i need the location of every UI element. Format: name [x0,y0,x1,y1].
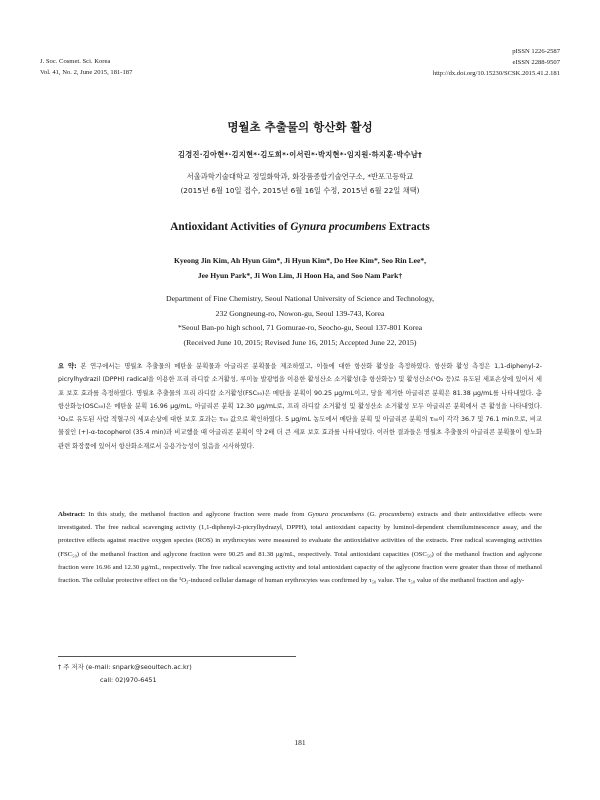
english-abstract-text: In this study, the methanol fraction and aglycone fraction were made from [85,511,308,518]
korean-abstract [58,360,542,453]
english-dates: (Received June 10, 2015; Revised June 16, 2015; Accepted June 22, 2015) [183,337,417,347]
issn-header [433,46,560,79]
english-authors-line: Kyeong Jin Kim, Ah Hyun Gim*, Ji Hyun Kim*, Do Hee Kim*, Seo Rin Lee*, [173,256,427,265]
footnote-email: † 주 저자 (e-mail: snpark@seoultech.ac.kr) [58,663,192,671]
english-abstract [58,508,542,587]
journal-header [40,56,132,78]
doi-link[interactable]: http://dx.doi.org/10.15230/SCSK.2015.41.2.181 [432,70,560,77]
english-affiliation-line: 232 Gongneung-ro, Nowon-gu, Seoul 139-743, Korea [215,308,385,318]
english-abstract-label: Abstract: [58,511,86,518]
korean-dates: (2015년 6월 10일 접수, 2015년 6월 16일 수정, 2015년 6월 22일 채택) [180,186,420,195]
footnote-divider [58,656,296,657]
english-affiliation-line: *Seoul Ban-po high school, 71 Gomurae-ro, Seocho-gu, Seoul 137-801 Korea [177,323,423,332]
english-title-part: Extracts [386,221,430,233]
english-title-species: Gynura procumbens [290,221,387,233]
english-abstract-species: Gynura procumbens [307,511,364,518]
journal-name: J. Soc. Cosmet. Sci. Korea [40,58,111,65]
english-affiliation-line: Department of Fine Chemistry, Seoul National University of Science and Technology, [165,294,435,303]
english-abstract-text: ) extracts and their antioxidative effects were investigated. The free radical scavenging activity (1,1-diphenyl-2-picrylhydrazyl, DPPH), total antioxidant capacity by luminol-dependent chemiluminescence assay, and the protective effects against reactive oxygen species (ROS) in erythrocytes were measured to evaluate the antioxidative activities of the extracts. Free radical scavenging activities (FSC₅₀) of the methanol fraction and aglycone fraction were 90.25 and 81.38 μg/mL, respectively. Total antioxidant capacities (OSC₅₀) of the methanol fraction and aglycone fraction were 16.96 and 12.30 μg/mL, respectively. The free radical scavenging activity and total antioxidant capacity of the aglycone fraction were greater than those of methanol fraction. The cellular protective effect on the ¹O₂-induced cellular damage of human erythrocytes was confirmed by τ₅₀ value. The τ₅₀ value of the methanol fraction and agly- [58,511,542,585]
korean-affiliation [0,170,600,198]
footnote [58,661,192,687]
korean-abstract-label: 요 약: [58,363,77,370]
english-authors-line: Jee Hyun Park*, Ji Won Lim, Ji Hoon Ha, and Soo Nam Park† [197,271,403,280]
english-abstract-text: ( [363,511,370,518]
english-abstract-species: G. procumbens [369,511,412,518]
korean-affiliation-line: 서울과학기술대학교 정밀화학과, 화장품종합기술연구소, *반포고등학교 [186,172,414,181]
english-authors [0,253,600,283]
footnote-phone: call: 02)970-6451 [100,676,157,684]
english-title [0,221,600,233]
journal-volume: Vol. 41, No. 2, June 2015, 181-187 [40,69,133,76]
english-affiliation [0,292,600,350]
korean-authors: 김경진·김아현*·김지현*·김도희*·이서린*·박지현*·임지원·하지훈·박수남† [178,150,422,159]
eissn: eISSN 2288-9507 [512,59,560,66]
korean-title: 명월초 추출물의 항산화 활성 [227,120,373,134]
english-title-part: Antioxidant Activities of [170,221,291,233]
page-number: 181 [294,738,306,747]
korean-abstract-text: 본 연구에서는 명월초 추출물의 메탄올 분획물과 아글리콘 분획물을 제조하였고, 이들에 대한 항산화 활성을 측정하였다. 항산화 활성 측정은 1,1-diphenyl-2-picrylhydrazil (DPPH) radical을 이용한 프리 라디칼 소거활성, 루미놀 발광법을 이용한 활성산소 소거활성(총 항산화능) 및 활성산소(¹O₂ 등)로 유도된 세포손상에 있어서 세포 보호 효과를 측정하였다. 명월초 추출물의 프리 라디칼 소거활성(FSC₅₀)은 메탄올 분획이 90.25 μg/mL이고, 당을 제거한 아글리콘 분획은 81.38 μg/mL를 나타내었다. 총 항산화능(OSC₅₀)은 메탄올 분획 16.96 μg/mL, 아글리콘 분획 12.30 μg/mL로, 프리 라디칼 소거활성 및 활성산소 소거활성 모두 아글리콘 분획에서 큰 활성을 나타내었다. ¹O₂로 유도된 사람 적혈구의 세포손상에 대한 보호 효과는 τ₅₀ 값으로 확인하였다. 5 μg/mL 농도에서 메탄올 분획 및 아글리콘 분획의 τ₅₀이 각각 36.7 및 76.1 min으로, 비교 물질인 (+)-α-tocopherol (35.4 min)과 비교했을 때 아글리콘 분획이 약 2배 더 큰 세포 보호 효과를 나타내었다. 이러한 결과들은 명월초 추출물의 아글리콘 분획물이 항노화 관련 화장품에 있어서 항산화소재로서 응용가능성이 있음을 시사하였다. [58,363,542,450]
pissn: pISSN 1226-2587 [512,48,560,55]
